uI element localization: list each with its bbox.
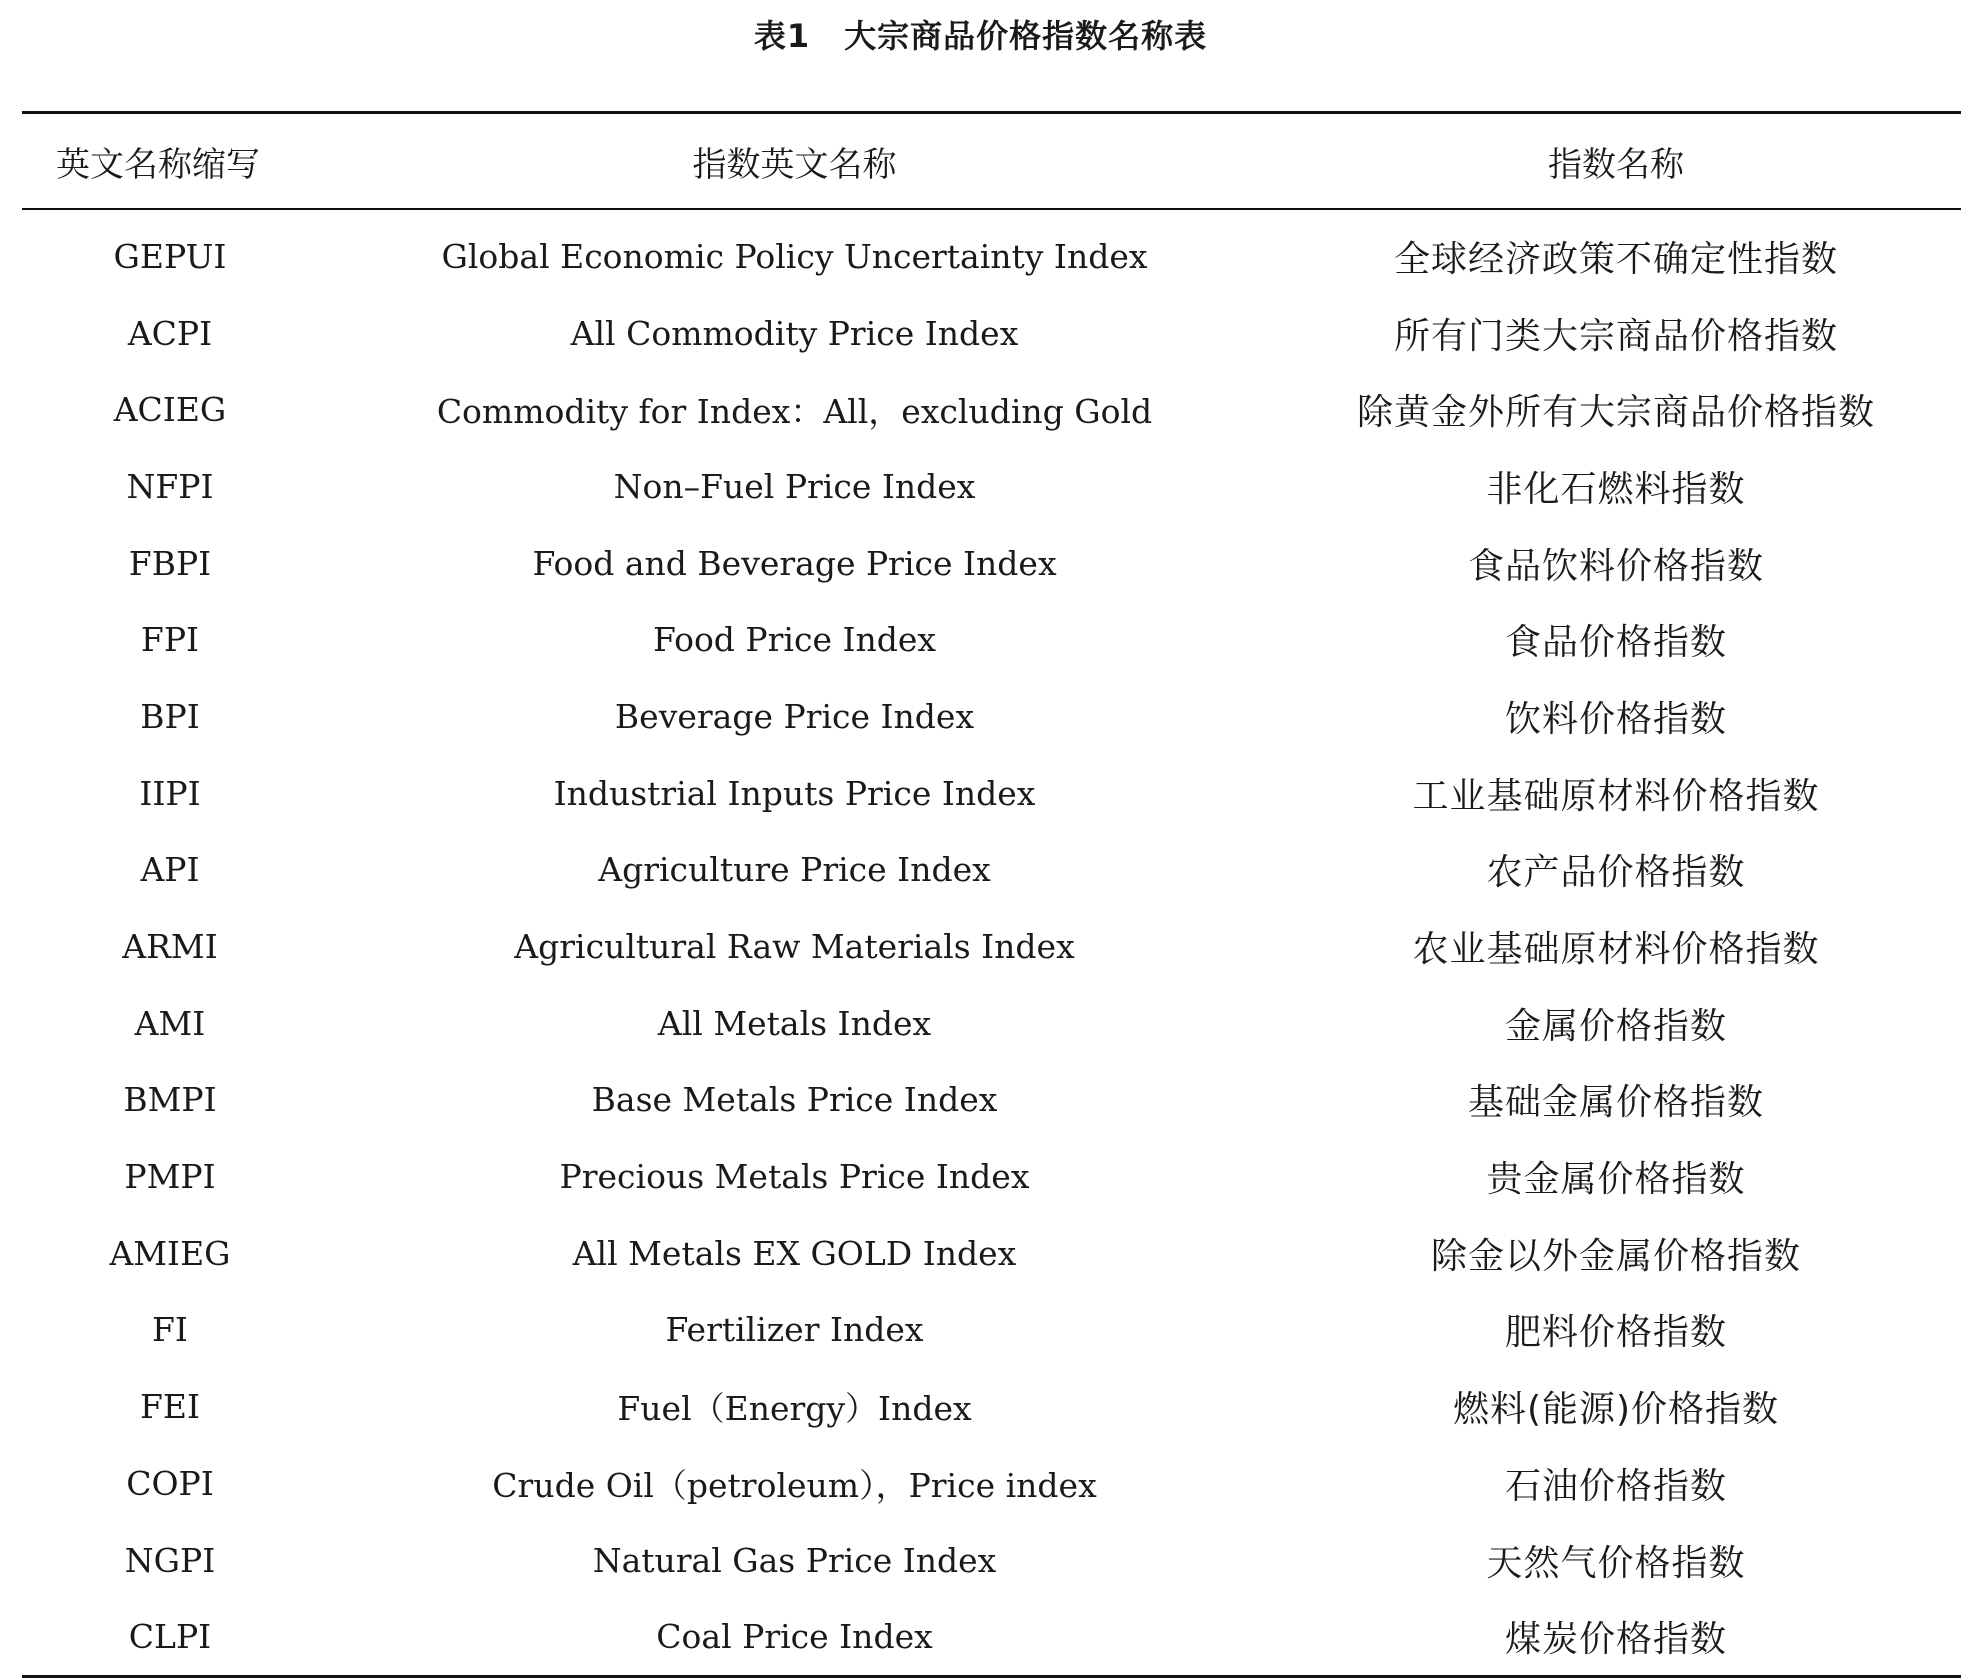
commodity-index-table [22, 111, 1961, 1678]
table-row [22, 1138, 1961, 1215]
cell-english-name: Agriculture Price Index [598, 850, 991, 890]
cell-chinese-name: 饮料价格指数 [1504, 698, 1727, 740]
cell-english-name: Precious Metals Price Index [559, 1157, 1030, 1197]
cell-chinese-name: 贵金属价格指数 [1486, 1159, 1746, 1201]
header-english-name: 指数英文名称 [318, 113, 1271, 210]
cell-chinese-name: 所有门类大宗商品价格指数 [1393, 315, 1838, 357]
cell-english-name: Coal Price Index [656, 1617, 933, 1657]
table-row [22, 295, 1961, 372]
table-body [22, 209, 1961, 1677]
header-row [22, 113, 1961, 210]
cell-chinese-name: 天然气价格指数 [1486, 1542, 1746, 1584]
cell-abbreviation: FBPI [128, 543, 212, 583]
cell-english-name: Industrial Inputs Price Index [553, 773, 1036, 813]
cell-chinese-name: 非化石燃料指数 [1486, 468, 1746, 510]
table-row [22, 1062, 1961, 1139]
cell-english-name: Global Economic Policy Uncertainty Index [441, 236, 1148, 276]
cell-english-name: Crude Oil（petroleum），Price index [492, 1465, 1097, 1505]
cell-english-name: All Commodity Price Index [570, 313, 1019, 353]
cell-chinese-name: 全球经济政策不确定性指数 [1393, 238, 1838, 280]
table-row [22, 755, 1961, 832]
cell-chinese-name: 肥料价格指数 [1504, 1312, 1727, 1354]
cell-chinese-name: 石油价格指数 [1504, 1465, 1727, 1507]
cell-english-name: All Metals EX GOLD Index [572, 1233, 1017, 1273]
cell-abbreviation: CLPI [128, 1617, 212, 1657]
table-row [22, 1368, 1961, 1445]
table-row [22, 678, 1961, 755]
cell-abbreviation: BMPI [123, 1080, 217, 1120]
cell-abbreviation: BPI [140, 696, 200, 736]
cell-chinese-name: 农业基础原材料价格指数 [1412, 929, 1820, 971]
cell-abbreviation: PMPI [124, 1157, 216, 1197]
cell-abbreviation: FI [152, 1310, 188, 1350]
cell-chinese-name: 金属价格指数 [1504, 1005, 1727, 1047]
cell-abbreviation: FEI [139, 1387, 201, 1427]
table-row [22, 1522, 1961, 1599]
table-row [22, 601, 1961, 678]
table-row [22, 525, 1961, 602]
cell-chinese-name: 燃料(能源)价格指数 [1452, 1389, 1780, 1431]
cell-abbreviation: GEPUI [113, 236, 227, 276]
cell-abbreviation: AMIEG [109, 1233, 231, 1273]
cell-chinese-name: 工业基础原材料价格指数 [1412, 775, 1820, 817]
cell-english-name: Fuel（Energy）Index [617, 1389, 972, 1429]
header-chinese-name: 指数名称 [1271, 113, 1961, 210]
cell-abbreviation: ACPI [127, 313, 213, 353]
table-header [22, 113, 1961, 210]
table-row [22, 832, 1961, 909]
table-title-text: 大宗商品价格指数名称表 [844, 17, 1208, 55]
cell-english-name: Non–Fuel Price Index [613, 466, 976, 506]
table-row [22, 1292, 1961, 1369]
cell-english-name: Fertilizer Index [665, 1310, 924, 1350]
cell-chinese-name: 除黄金外所有大宗商品价格指数 [1356, 392, 1875, 434]
table-row [22, 908, 1961, 985]
table-row [22, 371, 1961, 448]
cell-abbreviation: COPI [126, 1463, 214, 1503]
cell-abbreviation: ARMI [122, 927, 218, 967]
cell-english-name: Base Metals Price Index [591, 1080, 998, 1120]
cell-abbreviation: NFPI [126, 466, 214, 506]
cell-english-name: Natural Gas Price Index [592, 1540, 997, 1580]
table-row [22, 209, 1961, 295]
table-row [22, 1445, 1961, 1522]
cell-english-name: Beverage Price Index [614, 696, 975, 736]
cell-chinese-name: 农产品价格指数 [1486, 852, 1746, 894]
cell-abbreviation: NGPI [124, 1540, 216, 1580]
cell-abbreviation: FPI [140, 620, 200, 660]
cell-chinese-name: 除金以外金属价格指数 [1430, 1235, 1801, 1277]
cell-chinese-name: 食品价格指数 [1504, 622, 1727, 664]
table-number: 表1 [753, 17, 811, 55]
cell-chinese-name: 食品饮料价格指数 [1467, 545, 1764, 587]
cell-abbreviation: API [140, 850, 200, 890]
cell-english-name: Food Price Index [652, 620, 937, 660]
cell-english-name: Agricultural Raw Materials Index [514, 927, 1075, 967]
cell-chinese-name: 基础金属价格指数 [1467, 1082, 1764, 1124]
cell-english-name: Food and Beverage Price Index [532, 543, 1057, 583]
cell-abbreviation: IIPI [139, 773, 201, 813]
table-row [22, 1598, 1961, 1676]
table-row [22, 1215, 1961, 1292]
cell-chinese-name: 煤炭价格指数 [1504, 1619, 1727, 1661]
table-row [22, 448, 1961, 525]
cell-english-name: All Metals Index [657, 1003, 932, 1043]
table-title [0, 10, 1961, 62]
cell-english-name: Commodity for Index：All，excluding Gold [436, 392, 1153, 432]
cell-abbreviation: ACIEG [113, 390, 227, 430]
header-abbreviation: 英文名称缩写 [22, 113, 318, 210]
table-row [22, 985, 1961, 1062]
cell-abbreviation: AMI [134, 1003, 206, 1043]
